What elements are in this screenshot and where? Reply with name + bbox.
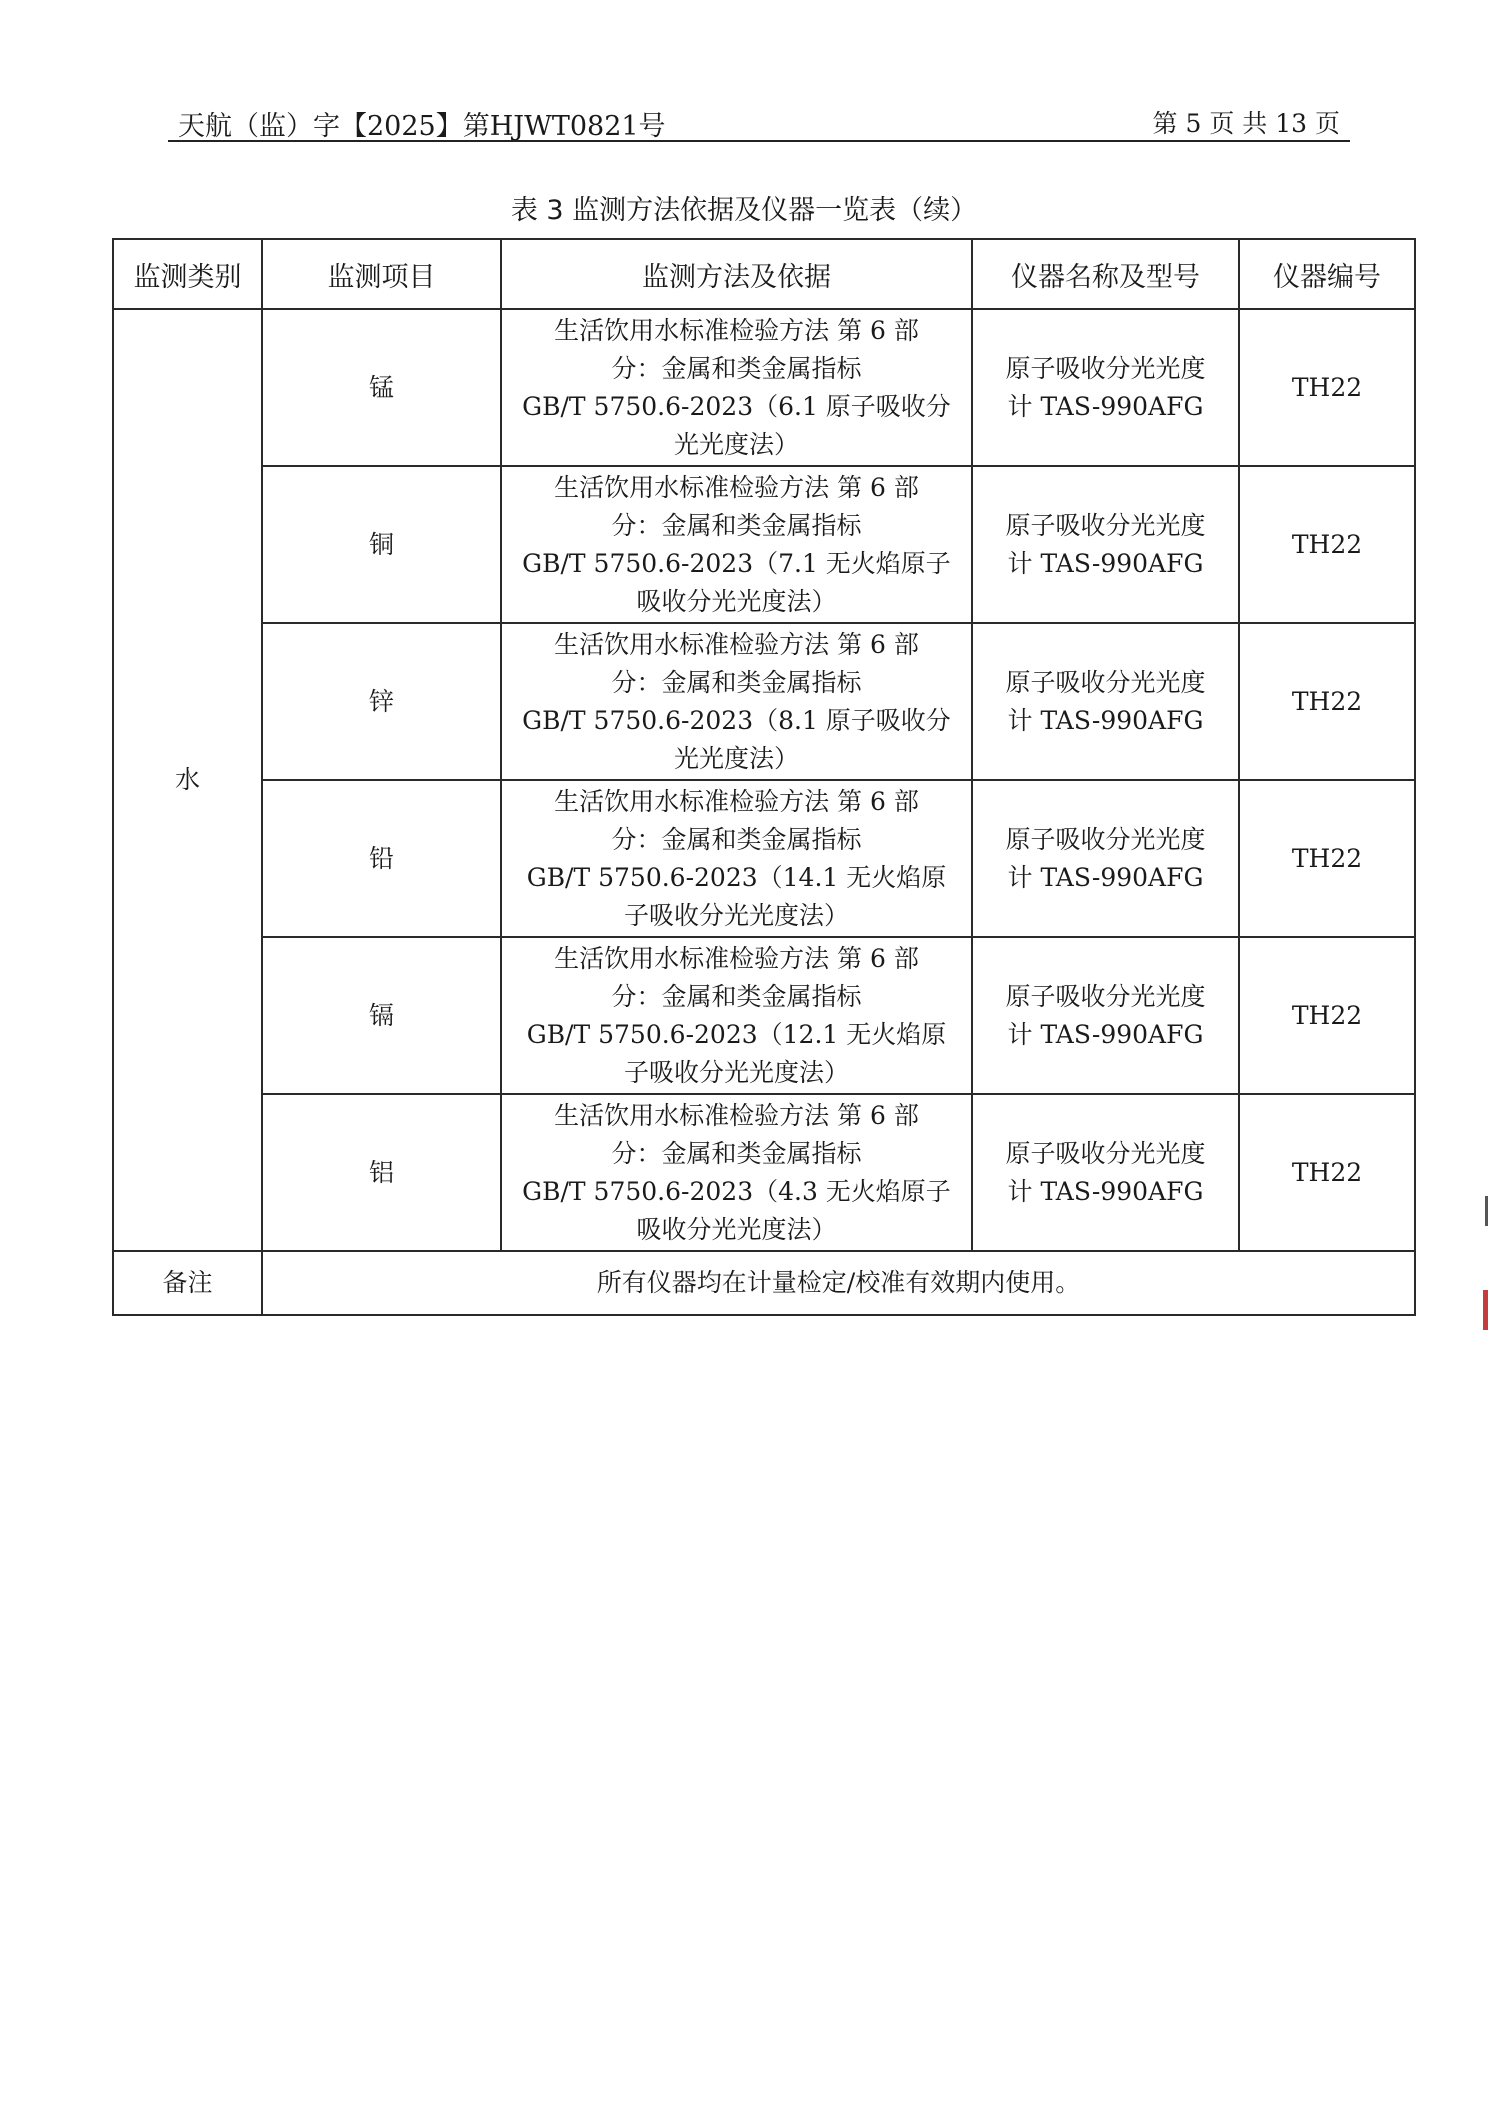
item-cell: 锌 <box>262 623 501 780</box>
method-line: 子吸收分光光度法） <box>623 1057 849 1087</box>
method-cell <box>501 780 972 937</box>
method-line: 分：金属和类金属指标 <box>611 1138 862 1168</box>
method-line: GB/T 5750.6-2023（4.3 无火焰原子 <box>522 1176 951 1206</box>
methods-table <box>112 238 1416 1316</box>
method-line: 分：金属和类金属指标 <box>611 667 862 697</box>
instrument-line: 计 TAS-990AFG <box>1007 705 1204 735</box>
scan-edge-mark-red <box>1483 1290 1488 1330</box>
table-header-row <box>113 239 1415 309</box>
method-line: 生活饮用水标准检验方法 第 6 部 <box>554 786 919 816</box>
item-cell: 镉 <box>262 937 501 1094</box>
instrument-line: 原子吸收分光光度 <box>1005 824 1206 854</box>
instrument-line: 计 TAS-990AFG <box>1007 1019 1204 1049</box>
table-row <box>113 623 1415 780</box>
instrument-line: 计 TAS-990AFG <box>1007 391 1204 421</box>
remark-label: 备注 <box>113 1251 262 1315</box>
table-row <box>113 466 1415 623</box>
instrument-number-cell: TH22 <box>1239 937 1415 1094</box>
instrument-cell <box>972 466 1239 623</box>
category-cell: 水 <box>113 309 262 1251</box>
instrument-number-cell: TH22 <box>1239 780 1415 937</box>
page-indicator: 第 5 页 共 13 页 <box>1152 109 1340 138</box>
column-header-method: 监测方法及依据 <box>501 239 972 309</box>
method-line: 生活饮用水标准检验方法 第 6 部 <box>554 472 919 502</box>
instrument-cell <box>972 309 1239 466</box>
instrument-number-cell: TH22 <box>1239 309 1415 466</box>
instrument-line: 原子吸收分光光度 <box>1005 353 1206 383</box>
report-number: 天航（监）字【2025】第HJWT0821号 <box>178 111 666 142</box>
table-row <box>113 780 1415 937</box>
method-line: 吸收分光光度法） <box>636 586 837 616</box>
method-line: 分：金属和类金属指标 <box>611 824 862 854</box>
method-line: GB/T 5750.6-2023（14.1 无火焰原 <box>526 862 947 892</box>
instrument-cell <box>972 623 1239 780</box>
table-row <box>113 1094 1415 1251</box>
instrument-line: 计 TAS-990AFG <box>1007 1176 1204 1206</box>
method-cell <box>501 623 972 780</box>
table-title: 表 3 监测方法依据及仪器一览表（续） <box>510 195 978 226</box>
header-divider <box>168 140 1350 142</box>
column-header-instrument: 仪器名称及型号 <box>972 239 1239 309</box>
method-cell <box>501 466 972 623</box>
method-line: 生活饮用水标准检验方法 第 6 部 <box>554 629 919 659</box>
method-line: GB/T 5750.6-2023（12.1 无火焰原 <box>526 1019 947 1049</box>
instrument-number-cell: TH22 <box>1239 466 1415 623</box>
instrument-cell <box>972 780 1239 937</box>
instrument-cell <box>972 1094 1239 1251</box>
method-line: 分：金属和类金属指标 <box>611 981 862 1011</box>
item-cell: 铅 <box>262 780 501 937</box>
column-header-category: 监测类别 <box>113 239 262 309</box>
instrument-line: 原子吸收分光光度 <box>1005 981 1206 1011</box>
instrument-line: 原子吸收分光光度 <box>1005 1138 1206 1168</box>
method-line: 光光度法） <box>673 743 799 773</box>
method-line: 光光度法） <box>673 429 799 459</box>
table-row <box>113 937 1415 1094</box>
method-line: 生活饮用水标准检验方法 第 6 部 <box>554 315 919 345</box>
item-cell: 铜 <box>262 466 501 623</box>
method-line: GB/T 5750.6-2023（8.1 原子吸收分 <box>522 705 951 735</box>
item-cell: 锰 <box>262 309 501 466</box>
method-cell <box>501 937 972 1094</box>
method-line: 分：金属和类金属指标 <box>611 510 862 540</box>
instrument-number-cell: TH22 <box>1239 1094 1415 1251</box>
method-line: GB/T 5750.6-2023（6.1 原子吸收分 <box>522 391 951 421</box>
instrument-line: 原子吸收分光光度 <box>1005 510 1206 540</box>
instrument-line: 原子吸收分光光度 <box>1005 667 1206 697</box>
method-line: 生活饮用水标准检验方法 第 6 部 <box>554 943 919 973</box>
method-line: 生活饮用水标准检验方法 第 6 部 <box>554 1100 919 1130</box>
item-cell: 铝 <box>262 1094 501 1251</box>
instrument-line: 计 TAS-990AFG <box>1007 548 1204 578</box>
method-line: 吸收分光光度法） <box>636 1214 837 1244</box>
column-header-item: 监测项目 <box>262 239 501 309</box>
instrument-cell <box>972 937 1239 1094</box>
column-header-number: 仪器编号 <box>1239 239 1415 309</box>
remark-text: 所有仪器均在计量检定/校准有效期内使用。 <box>262 1251 1415 1315</box>
method-line: GB/T 5750.6-2023（7.1 无火焰原子 <box>522 548 951 578</box>
table-row <box>113 309 1415 466</box>
remark-row <box>113 1251 1415 1315</box>
method-cell <box>501 309 972 466</box>
method-line: 子吸收分光光度法） <box>623 900 849 930</box>
instrument-number-cell: TH22 <box>1239 623 1415 780</box>
instrument-line: 计 TAS-990AFG <box>1007 862 1204 892</box>
method-cell <box>501 1094 972 1251</box>
method-line: 分：金属和类金属指标 <box>611 353 862 383</box>
